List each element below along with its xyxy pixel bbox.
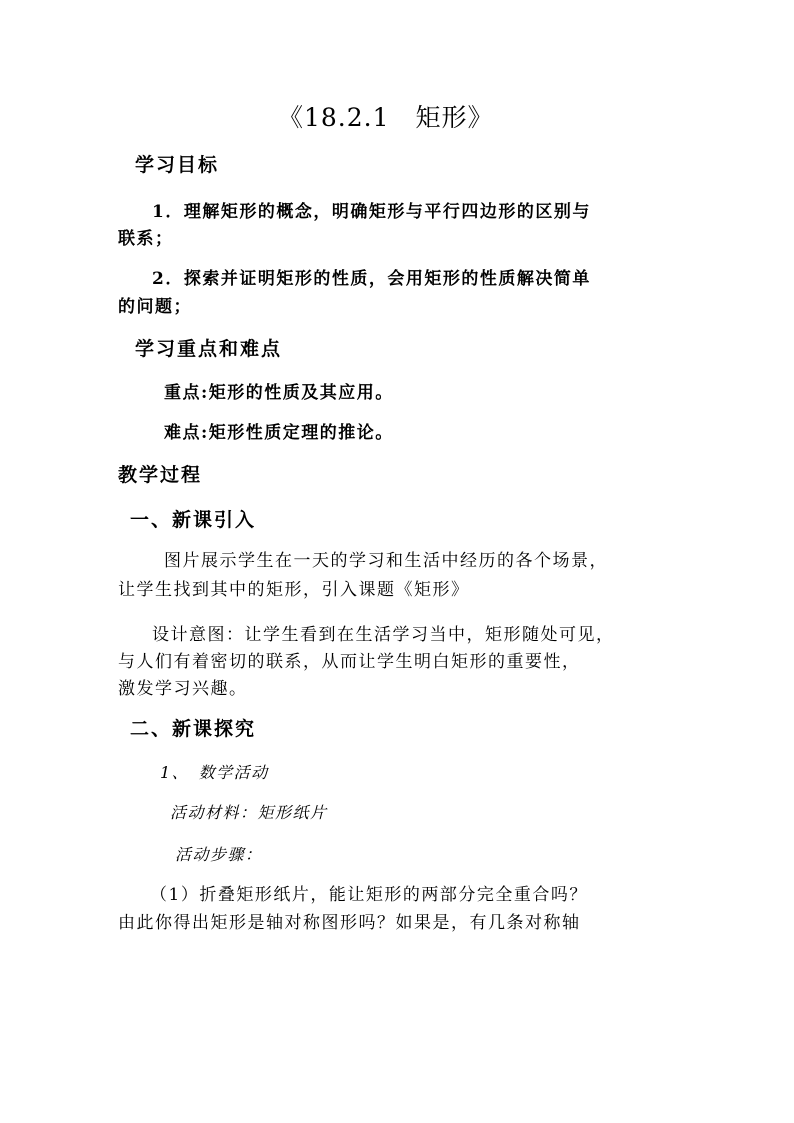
objective-1-line-2: 联系； [118, 229, 174, 249]
difficulty-text: 难点:矩形性质定理的推论。 [164, 423, 394, 443]
key-points-heading: 学习重点和难点 [135, 338, 283, 360]
intro-line-2: 让学生找到其中的矩形，引入课题《矩形》 [118, 580, 470, 600]
part-2-heading: 二、新课探究 [130, 718, 257, 740]
design-intent-line-3: 激发学习兴趣。 [118, 679, 248, 699]
objective-2-line-1: 2．探索并证明矩形的性质，会用矩形的性质解决简单 [152, 269, 591, 289]
activity-steps-label: 活动步骤： [175, 845, 263, 864]
intro-line-1: 图片展示学生在一天的学习和生活中经历的各个场景， [164, 551, 608, 571]
activity-materials: 活动材料：矩形纸片 [170, 803, 328, 822]
key-point-text: 重点:矩形的性质及其应用。 [164, 383, 394, 403]
page-title: 《18.2.1 矩形》 [278, 103, 494, 132]
step-1-line-1: （1）折叠矩形纸片，能让矩形的两部分完全重合吗？ [150, 885, 588, 905]
process-heading: 教学过程 [118, 464, 203, 486]
activity-title: 1、 数学活动 [160, 763, 269, 782]
objective-2-line-2: 的问题； [118, 297, 192, 317]
part-1-heading: 一、新课引入 [130, 509, 257, 531]
step-1-line-2: 由此你得出矩形是轴对称图形吗？如果是，有几条对称轴 [118, 913, 581, 933]
design-intent-line-1: 设计意图：让学生看到在生活学习当中，矩形随处可见， [152, 625, 615, 645]
objective-1-line-1: 1．理解矩形的概念，明确矩形与平行四边形的区别与 [152, 202, 591, 222]
design-intent-line-2: 与人们有着密切的联系，从而让学生明白矩形的重要性， [118, 652, 581, 672]
objectives-heading: 学习目标 [135, 154, 220, 176]
